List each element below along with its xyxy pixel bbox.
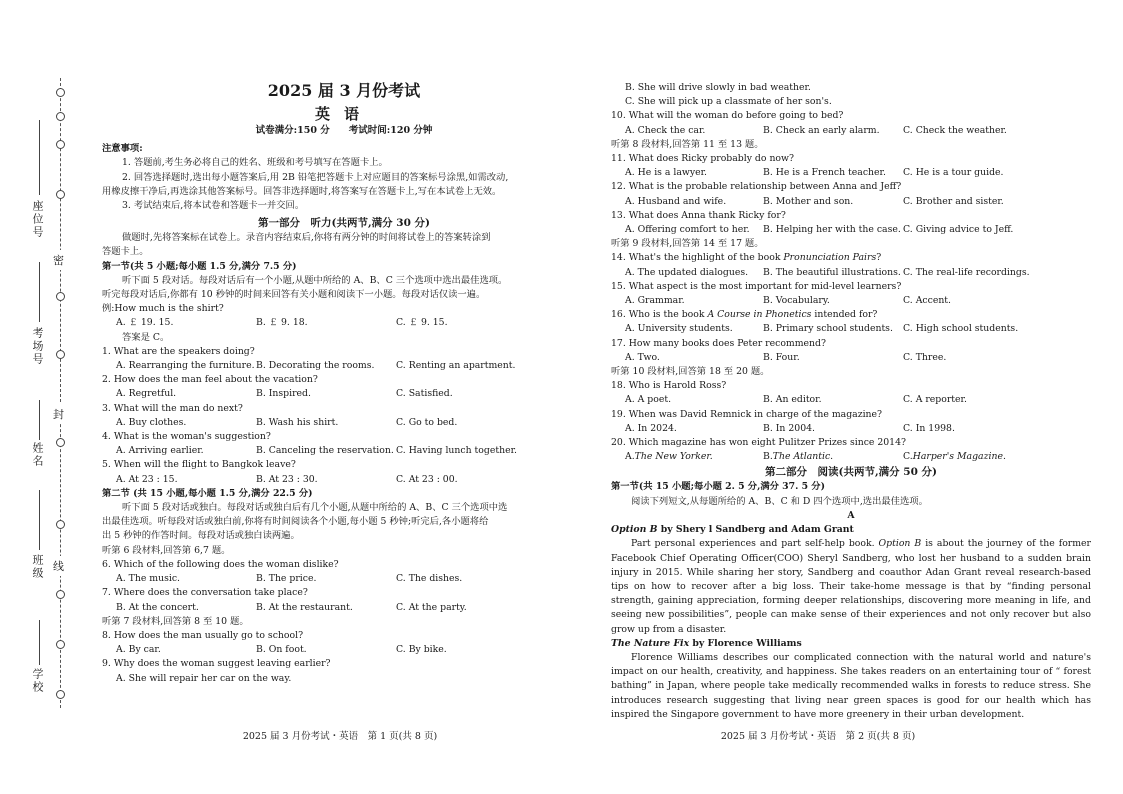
field-line [39,400,40,440]
question: 5. When will the flight to Bangkok leave? [102,459,296,471]
field-line [39,262,40,322]
options [102,416,586,430]
option [625,450,763,464]
passage-paragraph: Florence Williams describes our complicated connection with the natural world and nature's impact on our health, creativity, and happiness. She takes readers on an entertaining tour of “ forest bathing” in Japan, where people take medically recommended walks in forests to reduce stress. She introduces research suggesting that living near green spaces is good for our health which has inspired the Singapore government to have more greenery in their urban development. [611,651,1091,720]
option: B. Decorating the rooms. [256,360,375,372]
option: C. ￡ 9. 15. [396,317,448,329]
option: C. In 1998. [903,422,955,434]
punch-hole [56,520,65,529]
punch-hole [56,140,65,149]
option: C. High school students. [903,323,1019,335]
option: C. Go to bed. [396,416,458,428]
question-text: intended for? [811,309,878,321]
option: A. Grammar. [625,295,685,307]
page-1 [102,80,586,686]
options [611,81,1091,95]
question: 2. How does the man feel about the vacation? [102,374,318,386]
option: A. ￡ 19. 15. [116,317,174,329]
option: C. At 23 : 00. [396,473,458,485]
option: B. Wash his shirt. [256,416,339,428]
question [611,251,1091,265]
question: 19. When was David Remnick in charge of the magazine? [611,408,883,420]
options [611,322,1091,336]
option: B. The price. [256,573,317,585]
option: C. Giving advice to Jeff. [903,224,1014,236]
book-title: Pronunciation Pairs [783,252,877,264]
question: 4. What is the woman's suggestion? [102,431,271,443]
option: A. He is a lawyer. [625,167,707,179]
question: 6. Which of the following does the woman dislike? [102,558,339,570]
option: B. Four. [763,351,800,363]
options [611,124,1091,138]
exam-title: 2025 届 3 月份考试 [267,81,421,100]
options [102,387,586,401]
page-footer-right: 2025 届 3 月份考试・英语 第 2 页(共 8 页) [720,731,916,742]
question: 18. Who is Harold Ross? [611,380,727,392]
field-line [39,120,40,195]
options [611,266,1091,280]
punch-hole [56,690,65,699]
material-note: 听第 7 段材料,回答第 8 至 10 题。 [102,615,249,627]
question: 9. Why does the woman suggest leaving earlier? [102,658,331,670]
book-title-inline: Option B [878,538,922,550]
part1-title: 第一部分 听力(共两节,满分 30 分) [257,217,430,230]
option: C. Renting an apartment. [396,360,516,372]
question: 20. Which magazine has won eight Pulitzer Prizes since 2014? [611,437,906,449]
option: A. At 23 : 15. [116,473,178,485]
options [102,601,586,615]
question: 13. What does Anna thank Ricky for? [611,209,786,221]
magazine-title: Harper's Magazine. [912,451,1006,463]
question [611,308,1091,322]
option: A. Husband and wife. [625,195,727,207]
option: B. At 23 : 30. [256,473,318,485]
section2-desc: 出 5 秒钟的作答时间。每段对话或独白读两遍。 [102,530,300,542]
option: B. Vocabulary. [763,295,830,307]
option: C. Accent. [903,295,952,307]
option: B. ￡ 9. 18. [256,317,308,329]
seal-char: 封 [53,404,64,424]
magazine-title: The Atlantic. [772,451,834,463]
reading-section1-title: 第一节(共 15 小题;每小题 2. 5 分,满分 37. 5 分) [611,481,825,493]
options [102,572,586,586]
option: C. At the party. [396,601,467,613]
option: A. A poet. [625,394,672,406]
punch-hole [56,112,65,121]
part1-intro: 做题时,先将答案标在试卷上。录音内容结束后,你将有两分钟的时间将试卷上的答案转涂到 [122,232,491,244]
section1-desc: 听完每段对话后,你都有 10 秒钟的时间来回答有关小题和阅读下一小题。每段对话仅读一遍。 [102,289,486,301]
punch-hole [56,88,65,97]
option: B. Helping her with the case. [763,224,901,236]
section2-desc: 听下面 5 段对话或独白。每段对话或独白后有几个小题,从题中所给的 A、B、C 三个选项中选 [122,502,508,514]
reading-section1-desc: 阅读下列短文,从每题所给的 A、B、C 和 D 四个选项中,选出最佳选项。 [631,495,928,507]
option: B. Primary school students. [763,323,893,335]
notice-item: 用橡皮擦干净后,再选涂其他答案标号。回答非选择题时,将答案写在答题卡上,写在本试卷上无效。 [102,185,502,197]
part1-intro: 答题卡上。 [102,246,149,258]
example-options [102,316,586,330]
option: A. Rearranging the furniture. [116,360,255,372]
section1-desc: 听下面 5 段对话。每段对话后有一个小题,从题中所给的 A、B、C 三个选项中选出最佳选项。 [122,274,508,286]
example-question: 例:How much is the shirt? [102,303,224,315]
question: 12. What is the probable relationship between Anna and Jeff? [611,181,902,193]
options [611,422,1091,436]
notice-item: 2. 回答选择题时,选出每小题答案后,用 2B 铅笔把答题卡上对应题目的答案标号涂黑,如需改动, [122,171,509,183]
option: A. University students. [625,323,733,335]
option: A. Buy clothes. [116,416,187,428]
question-text: ? [876,252,882,264]
material-note: 听第 6 段材料,回答第 6,7 题。 [102,544,231,556]
punch-hole [56,640,65,649]
book-title: A Course in Phonetics [707,309,812,321]
options [611,351,1091,365]
question: 17. How many books does Peter recommend? [611,337,826,349]
option: B. Mother and son. [763,195,854,207]
options [102,672,586,686]
options [611,393,1091,407]
cut-line [60,78,61,708]
option-letter: B. [763,451,773,463]
paragraph-text: Part personal experiences and part self-help book. [631,538,879,550]
notice-item: 3. 考试结束后,将本试卷和答题卡一并交回。 [122,200,305,212]
option: A. Two. [625,351,660,363]
option: B. She will drive slowly in bad weather. [625,82,811,93]
option: B. He is a French teacher. [763,167,886,179]
question: 15. What aspect is the most important for mid-level learners? [611,280,902,292]
option: A. The updated dialogues. [625,266,749,278]
option: A. The music. [116,573,180,585]
notice-item: 1. 答题前,考生务必将自己的姓名、班级和考号填写在答题卡上。 [122,157,388,169]
magazine-title: The New Yorker. [634,451,713,463]
section2-desc: 出最佳选项。听每段对话或独白前,你将有时间阅读各个小题,每小题 5 秒钟;听完后,各小题将给 [102,516,489,528]
option: B. Check an early alarm. [763,124,880,136]
question: 8. How does the man usually go to school? [102,629,304,641]
option: C. The dishes. [396,573,463,585]
example-answer: 答案是 C。 [122,331,170,343]
exam-room-label: 考场号 [31,327,44,366]
section1-title: 第一节(共 5 小题;每小题 1.5 分,满分 7.5 分) [102,260,297,272]
notice-title: 注意事项: [102,143,143,155]
options [102,444,586,458]
option: B. An editor. [763,394,822,406]
options [102,359,586,373]
punch-hole [56,438,65,447]
option: A. She will repair her car on the way. [116,672,292,684]
question-block [102,345,586,487]
page-footer-left: 2025 届 3 月份考试・英语 第 1 页(共 8 页) [242,731,438,742]
option: B. Canceling the reservation. [256,445,394,457]
option: B. In 2004. [763,422,815,434]
option: C. Satisfied. [396,388,453,400]
question: 10. What will the woman do before going to bed? [611,110,844,122]
option: C. She will pick up a classmate of her son's. [625,96,832,108]
punch-hole [56,292,65,301]
question: 7. Where does the conversation take place? [102,587,308,599]
option: A. Check the car. [625,124,706,136]
part2-title: 第二部分 阅读(共两节,满分 50 分) [764,466,937,479]
option-letter: C. [903,451,913,463]
option: A. By car. [116,644,161,656]
question: 3. What will the man do next? [102,402,243,414]
option: C. Three. [903,351,947,363]
options [102,473,586,487]
name-label: 姓名 [31,442,44,468]
page-2 [611,81,1091,722]
option: B. At the restaurant. [256,601,353,613]
score-info: 试卷满分:150 分 考试时间:120 分钟 [255,125,433,136]
option: C. A reporter. [903,394,967,406]
options [611,294,1091,308]
options [611,223,1091,237]
option [763,450,903,464]
question-text: 16. Who is the book [611,309,708,321]
option: C. He is a tour guide. [903,167,1004,179]
book-author: by Florence Williams [689,637,802,649]
binding-margin [0,0,75,794]
option: B. Inspired. [256,388,311,400]
book-heading [611,523,1091,537]
option: C. The real-life recordings. [903,266,1030,278]
book-title: The Nature Fix [611,637,690,649]
paragraph-text: is about the journey of the former Facebook Chief Operating Officer(COO) Sheryl Sandberg, who lost her husband to a sudden brain injury in 2015. While sharing her story, Sandberg and coauthor Adan Grant reveal research-based tips on how to recover after a big loss. Their take-home message is that by “finding personal strength, gaining appreciation, forming deeper relationships, discovering more meaning in life, and seeing new possibilities”, people can make sense of their experiences and not only recover but also grow up from a disaster. [611,538,1092,635]
seal-char: 线 [53,556,64,576]
book-heading [611,637,1091,651]
option: C. Brother and sister. [903,195,1004,207]
field-line [39,490,40,550]
material-note: 听第 10 段材料,回答第 18 至 20 题。 [611,366,770,378]
material-note: 听第 8 段材料,回答第 11 至 13 题。 [611,138,764,150]
option: A. Arriving earlier. [116,445,204,457]
punch-hole [56,190,65,199]
passage-paragraph [611,537,1091,636]
punch-hole [56,590,65,599]
question-text: 14. What's the highlight of the book [611,252,784,264]
option: A. Regretful. [116,388,177,400]
option: C. By bike. [396,644,447,656]
option: A. In 2024. [625,422,677,434]
options [611,450,1091,464]
options [611,166,1091,180]
seat-number-label: 座位号 [31,200,44,239]
option: B. On foot. [256,644,307,656]
question: 11. What does Ricky probably do now? [611,153,794,165]
option [903,450,1006,464]
options [102,643,586,657]
option-letter: A. [625,451,635,463]
school-label: 学校 [31,668,44,694]
option: A. Offering comfort to her. [625,224,750,236]
punch-hole [56,350,65,359]
field-line [39,620,40,665]
option: B. At the concert. [116,601,199,613]
seal-char: 密 [53,250,64,270]
options [611,95,1091,109]
option: C. Check the weather. [903,124,1007,136]
subject-title: 英语 [314,105,373,123]
option: B. The beautiful illustrations. [763,266,901,278]
class-label: 班级 [31,554,44,580]
section2-title: 第二节 (共 15 小题,每小题 1.5 分,满分 22.5 分) [102,487,313,499]
book-title: Option B [611,524,658,536]
book-author: by Shery l Sandberg and Adam Grant [657,524,854,536]
option: C. Having lunch together. [396,445,517,457]
passage-letter: A [847,509,855,521]
options [611,195,1091,209]
question: 1. What are the speakers doing? [102,345,255,357]
material-note: 听第 9 段材料,回答第 14 至 17 题。 [611,238,764,250]
